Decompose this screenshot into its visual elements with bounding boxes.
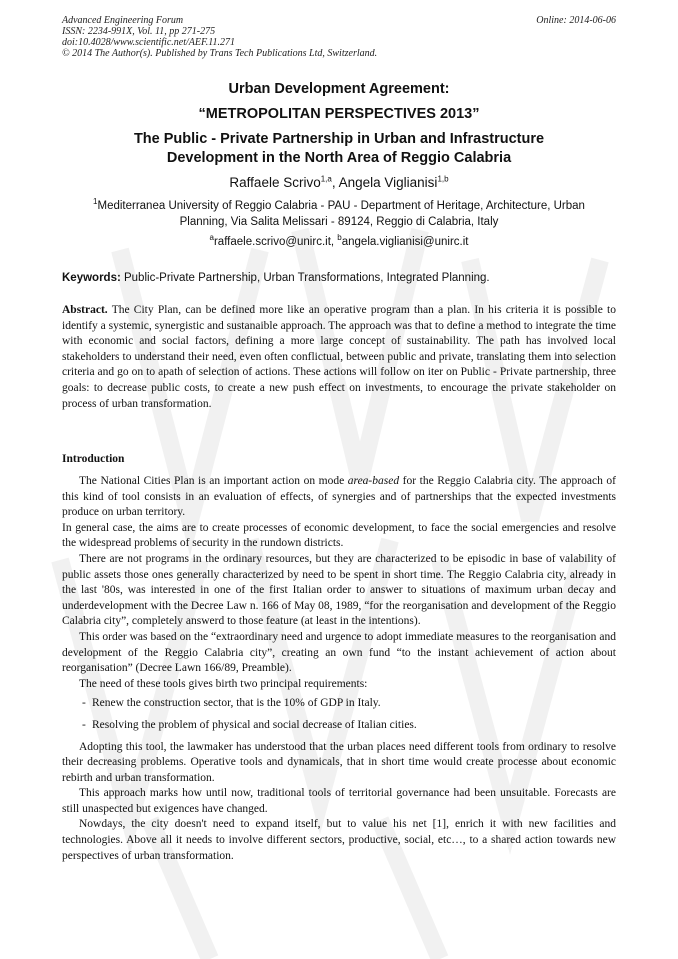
author-1: Raffaele Scrivo (229, 175, 321, 190)
doi-line: doi:10.4028/www.scientific.net/AEF.11.271 (62, 37, 236, 48)
abstract-label: Abstract. (62, 304, 108, 316)
affiliation-line-1: Mediterranea University of Reggio Calabria - PAU - Department of Heritage, Architecture, Urban (97, 200, 585, 212)
list-item-text: Resolving the problem of physical and social decrease of Italian cities. (92, 718, 417, 731)
emails: $^a$raffaele.scrivo@unirc.it, $^b$angela.viglianisi@unirc.it (209, 233, 469, 248)
introduction-heading: Introduction (62, 453, 125, 465)
journal-name: Advanced Engineering Forum (62, 15, 184, 26)
abstract-text: The City Plan, can be defined more like an operative program than a plan. In his criteria it is possible to identify a systemic, synergistic and sustanaible approach. The approach was that to define a method to integrate the time with economic and social factors, defining a more large concept of sustainability. The path has involved local stakeholders to understand their need, even often conflictual, between public and private, translating them into selection criteria and go on to apath of selection of actions. These actions will follow on iter on Public - Private partnership, three goals: to decrease public costs, to create a new push effect on investments, to encourage the private stakeholder on process of urban transformation. (62, 304, 616, 410)
keywords (62, 271, 616, 286)
intro-paragraph-2: In general case, the aims are to create processes of economic development, to face the social emergencies and resolve the widespread problems of security in the rundown districts. (62, 521, 616, 550)
author-1-sup: 1,a (320, 174, 332, 184)
list-item: - Resolving the problem of physical and social decrease of Italian cities. (62, 718, 616, 734)
authors: Raffaele Scrivo$^{1,a}$, Angela Viglianisi$^{1,b}$ (229, 174, 449, 190)
keywords-text: Public-Private Partnership, Urban Transformations, Integrated Planning. (120, 272, 490, 284)
intro-paragraph-6: Adopting this tool, the lawmaker has understood that the urban places need different tools from ordinary to resolve their decreasing problems. Operative tools and dynamicals, that in short time would create processe about economic rebirth and urban transformation. (62, 740, 616, 784)
online-date: Online: 2014-06-06 (536, 15, 616, 26)
issn-line: ISSN: 2234-991X, Vol. 11, pp 271-275 (62, 26, 216, 37)
intro-paragraph-3: There are not programs in the ordinary resources, but they are characterized to be episodic in base of valability of public assets those ones generally characterized by need to be spent in short time. The Reggio Calabria city, already in the last '80s, was interested in one of the first Italian order to answer to situations of maximum urban decay and underdevelopment with the Decree Law n. 166 of May 08, 1989, “for the reorganisation and development of the Reggio Calabria city”, completely answerd to those feature (at least in the intentions). (62, 552, 616, 628)
intro-paragraph-1: The National Cities Plan is an important action on mode area-based for the Reggio Calabria city. The approach of this kind of tool consists in an evaluation of effects, of synergies and of partnerships that the expected investments produce on urban territory. (62, 475, 616, 519)
intro-paragraph-5: The need of these tools gives birth two principal requirements: (79, 677, 368, 690)
author-2-sup: 1,b (437, 174, 449, 184)
email-a: raffaele.scrivo@unirc.it, (213, 236, 338, 248)
affiliation-line-2: Planning, Via Salita Melissari - 89124, Reggio di Calabria, Italy (179, 216, 499, 228)
affiliation-sup: 1 (93, 197, 98, 207)
intro-paragraph-4: This order was based on the “extraordinary need and urgence to adopt immediate measures to the reorganisation and development of the Reggio Calabria city”, creating an own fund “to the instant achievement of action about reorganisation” (Decree Lawn 166/89, Preamble). (62, 630, 616, 675)
author-2: Angela Viglianisi (338, 175, 438, 190)
title-line-2: “METROPOLITAN PERSPECTIVES 2013” (198, 106, 480, 122)
affiliation (62, 198, 616, 250)
journal-header (62, 15, 616, 59)
title-line-1: Urban Development Agreement: (228, 81, 450, 97)
copyright-line: © 2014 The Author(s). Published by Trans Tech Publications Ltd, Switzerland. (62, 48, 378, 59)
list-item: - Renew the construction sector, that is the 10% of GDP in Italy. (62, 696, 616, 712)
keywords-label: Keywords: (62, 272, 121, 284)
list-item-text: Renew the construction sector, that is the 10% of GDP in Italy. (92, 697, 381, 710)
intro-paragraph-8: Nowdays, the city doesn't need to expand itself, but to value his net [1], enrich it with new facilities and technologies. Above all it needs to involve different sectors, productive, social, etc…, to a shared action towards new perspectives of urban transformation. (62, 818, 616, 862)
title-line-4: Development in the North Area of Reggio Calabria (166, 150, 512, 166)
title-line-3: The Public - Private Partnership in Urban and Infrastructure (133, 131, 545, 147)
introduction-body (62, 474, 616, 864)
paper-title (62, 80, 616, 168)
intro-paragraph-7: This approach marks how until now, traditional tools of territorial governance had been unsuitable. Forecasts are still unaspected but exigences have changed. (62, 787, 616, 815)
email-b: angela.viglianisi@unirc.it (341, 236, 469, 248)
abstract (62, 303, 616, 412)
